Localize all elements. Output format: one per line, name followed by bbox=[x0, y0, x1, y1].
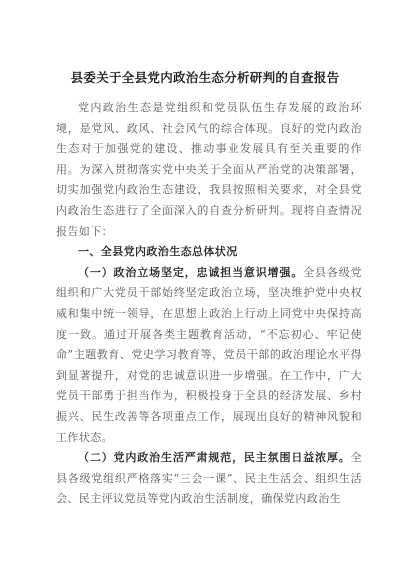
subsection-1-text: 全县各级党组织和广大党员干部始终坚定政治立场，坚决维护党中央权威和集中统一领导，在思想上政治上行动上同党中央保持高度一致。通过开展各类主题教育活动，“不忘初心、牢记使命”主题教育、党史学习教育等，党员干部的政治理论水平得到显著提升，对党的忠诚意识进一步增强。在工作中，广大党员干部勇于担当作为，积极投身于全县的经济发展、乡村振兴、民生改善等各项重点工作，展现出良好的精神风貌和工作状态。 bbox=[56, 265, 362, 444]
document-title: 县委关于全县党内政治生态分析研判的自查报告 bbox=[70, 70, 340, 85]
subsection-1-title: （一）政治立场坚定，忠诚担当意识增强。 bbox=[78, 265, 304, 279]
subsection-2-title: （二）党内政治生活严肃规范，民主氛围日益浓厚。 bbox=[78, 451, 351, 465]
intro-paragraph: 党内政治生态是党组织和党员队伍生存发展的政治环境，是党风、政风、社会风气的综合体现。良好的党内政治生态对于加强党的建设、推动事业发展具有至关重要的作用。为深入贯彻落实党中央关于全面从严治党的决策部署，切实加强党内政治生态建设，我县按照相关要求，对全县党内政治生态进行了全面深入的自查分析研判。现将自查情况报告如下： bbox=[56, 101, 362, 238]
subsection-2-text: 全县各级党组织严格落实“三会一课”、民主生活会、组织生活会、民主评议党员等党内政治生活制度，确保党内政治生 bbox=[56, 451, 362, 506]
document-body bbox=[56, 98, 362, 510]
section-heading: 一、全县党内政治生态总体状况 bbox=[78, 245, 238, 259]
subsection-1-paragraph bbox=[56, 263, 362, 448]
subsection-2-paragraph bbox=[56, 448, 362, 510]
